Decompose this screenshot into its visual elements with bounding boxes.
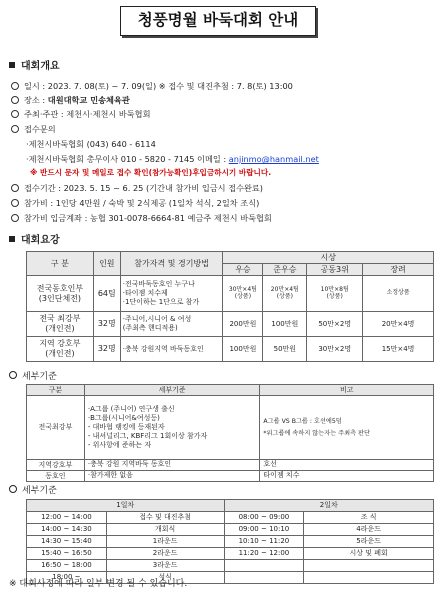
cell-criteria: ·충북 강원 지역바둑 동호인 [84,460,260,471]
cell-time: 14:30 ~ 15:40 [27,536,107,548]
table-row [27,337,434,362]
criteria-table [26,384,434,482]
cell-event: 석식 [106,572,224,584]
cell-criteria: ·참가제한 없음 [84,471,260,482]
cell-event: 5라운드 [304,536,434,548]
cell-time: 15:40 ~ 16:50 [27,548,107,560]
circle-bullet-icon [11,214,19,222]
cell-event: 3라운드 [106,560,224,572]
circle-bullet-icon [9,371,17,379]
table-row [27,524,434,536]
cell-time: 14:00 ~ 14:30 [27,524,107,536]
cell-event: 시상 및 폐회 [304,548,434,560]
section-overview-heading: 대회개요 [9,62,60,72]
cell-time: 09:00 ~ 10:10 [224,524,304,536]
cell-time: 16:50 ~ 18:00 [27,560,107,572]
cell-criteria: ·A그룹 (주니어) 연구생 출신 ·B그룹(시니어&여성등) - 대바협 랭킹에 등재된자 - 내셔널리그, KBF리그 1회이상 참가자 - 위사항에 준하는 자 [84,396,260,460]
section-criteria-heading: 세부기준 [9,371,57,382]
cell-note: A그룹 VS B그룹 : 호선에5덤 *위그룹에 속하지 않는자는 주최측 판단 [260,396,434,460]
circle-bullet-icon [11,184,19,192]
cell-division: 지역강호부 [27,460,85,471]
overview-inquiry: 접수문의 [11,125,56,133]
cell-time: 12:00 ~ 14:00 [27,512,107,524]
header-division: 구분 [27,385,85,396]
cell-runner: 50만원 [263,337,307,362]
cell-encourage: 15만×4명 [363,337,434,362]
table-row [27,471,434,482]
cell-time: 10:10 ~ 11:20 [224,536,304,548]
cell-qualification: ·충북 강원지역 바둑동호인 [120,337,223,362]
header-prize: 시상 [223,252,434,264]
overview-account: 참가비 입금계좌 : 농협 301-0078-6664-81 예금주 제천시 바둑협회 [11,214,272,222]
square-bullet-icon [9,62,15,68]
cell-people: 64팀 [93,276,120,312]
header-encourage: 장려 [363,264,434,276]
overview-date: 일시 : 2023. 7. 08(토) ~ 7. 09(일) ※ 접수 및 대진추첨 : 7. 8(토) 13:00 [11,82,293,90]
cell-encourage: 20만×4명 [363,312,434,337]
cell-division: 지역 강호부 (개인전) [27,337,94,362]
table-row [27,396,434,460]
cell-time: 08:00 ~ 09:00 [224,512,304,524]
cell-third: 10만×8팀 (상품) [307,276,363,312]
cell-qualification: ·전국바둑동호인 누구나 ·타이젬 치수제 ·1단이하는 1단으로 참가 [120,276,223,312]
table-row [27,560,434,572]
header-qualification: 참가자격 및 경기방법 [120,252,223,276]
header-criteria: 세부기준 [84,385,260,396]
header-note: 비고 [260,385,434,396]
overview-inquiry-phone: ·제천시바둑협회 (043) 640 - 6114 [26,139,156,149]
cell-people: 32명 [93,312,120,337]
page-title: 청풍명월 바둑대회 안내 [120,6,316,36]
footer-note: ※ 대회사정에 따라 일부 변경 될 수 있습니다. [9,579,188,589]
table-row [27,548,434,560]
header-day1: 1일차 [27,500,225,512]
header-people: 인원 [93,252,120,276]
table-row [27,312,434,337]
overview-period: 접수기간 : 2023. 5. 15 ~ 6. 25 (기간내 참가비 입금시 접수완료) [11,184,263,192]
cell-note: 타이젬 치수 [260,471,434,482]
cell-division: 전국동호인부 (3인단체전) [27,276,94,312]
header-division: 구 분 [27,252,94,276]
cell-note: 호선 [260,460,434,471]
header-third: 공동3위 [307,264,363,276]
cell-runner: 100만원 [263,312,307,337]
cell-people: 32명 [93,337,120,362]
table-row [27,536,434,548]
cell-event: 1라운드 [106,536,224,548]
cell-event: 접수 및 대진추첨 [106,512,224,524]
overview-fee: 참가비 : 1인당 4만원 / 숙박 및 2식제공 (1일차 석식, 2일차 조식) [11,199,259,207]
cell-time [224,572,304,584]
circle-bullet-icon [11,110,19,118]
cell-encourage: 소정상품 [363,276,434,312]
cell-runner: 20만×4팀 (상품) [263,276,307,312]
header-day2: 2일차 [224,500,434,512]
circle-bullet-icon [11,96,19,104]
header-runner: 준우승 [263,264,307,276]
cell-event: 2라운드 [106,548,224,560]
cell-time: 18:00 ~ [27,572,107,584]
cell-win: 200만원 [223,312,263,337]
cell-time [224,560,304,572]
cell-win: 30만×4팀 (상품) [223,276,263,312]
cell-event: 개회식 [106,524,224,536]
section-schedule-heading: 세부기준 [9,485,57,496]
cell-division: 전국 최강부 (개인전) [27,312,94,337]
circle-bullet-icon [9,485,17,493]
table-row [27,460,434,471]
cell-qualification: ·주니어,시니어 & 여성 (주최측 핸디적용) [120,312,223,337]
cell-time: 11:20 ~ 12:00 [224,548,304,560]
cell-third: 50만×2명 [307,312,363,337]
circle-bullet-icon [11,82,19,90]
cell-event [304,560,434,572]
requirements-table [26,251,434,362]
cell-event: 4라운드 [304,524,434,536]
overview-inquiry-contact: ·제천시바둑협회 총무이사 010 - 5820 - 7145 이메일 : anjinmo@hanmail.net [26,154,319,164]
table-row [27,276,434,312]
schedule-table [26,499,434,584]
cell-event [304,572,434,584]
cell-event: 조 식 [304,512,434,524]
cell-division: 동호인 [27,471,85,482]
overview-place: 장소 : 대원대학교 민송체육관 [11,96,130,104]
overview-notice: ※ 반드시 문자 및 메일로 접수 확인(참가능확인)후입금하시기 바랍니다. [30,168,272,177]
overview-host: 주최·주관 : 제천시·제천시 바둑협회 [11,110,151,118]
cell-third: 30만×2명 [307,337,363,362]
table-row [27,512,434,524]
header-win: 우승 [223,264,263,276]
cell-division: 전국최강부 [27,396,85,460]
square-bullet-icon [9,236,15,242]
email-link[interactable]: anjinmo@hanmail.net [228,154,319,164]
circle-bullet-icon [11,125,19,133]
section-requirements-heading: 대회요강 [9,236,60,246]
cell-win: 100만원 [223,337,263,362]
circle-bullet-icon [11,199,19,207]
